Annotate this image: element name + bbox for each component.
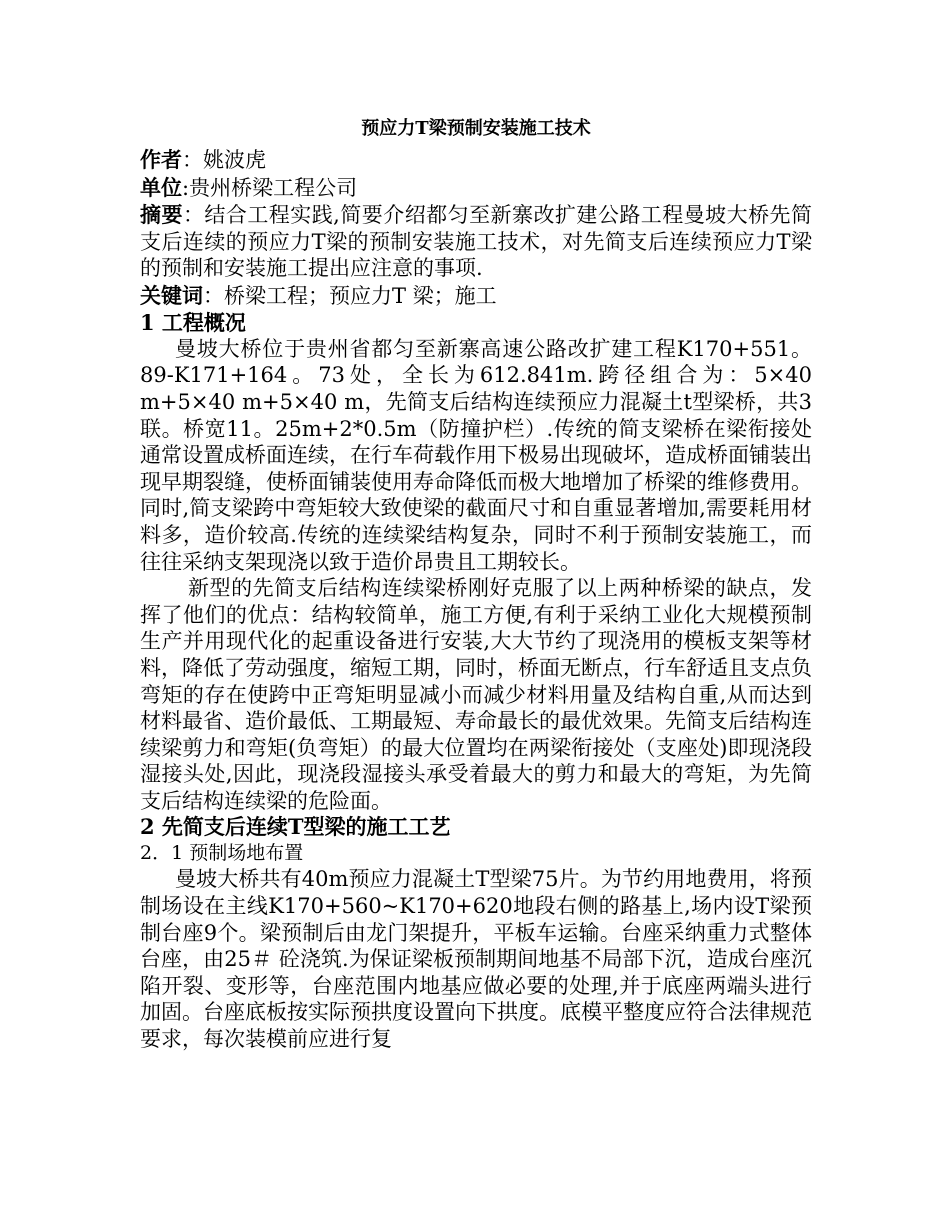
abstract-separator: ：	[182, 203, 205, 227]
abstract-label: 摘要	[140, 202, 183, 227]
unit-name: 贵州桥梁工程公司	[189, 176, 358, 200]
abstract-text: 结合工程实践,简要介绍都匀至新寨改扩建公路工程曼坡大桥先简支后连续的预应力T梁的预制安装施工技术，对先简支后连续预应力T梁的预制和安装施工提出应注意的事项.	[140, 203, 813, 281]
keywords-separator: ：	[203, 283, 224, 308]
section-2-1-paragraph-1: 曼坡大桥共有40m预应力混凝土T型梁75片。为节约用地费用，将预制场设在主线K170+560~K170+620地段右侧的路基上,场内设T梁预制台座9个。梁预制后由龙门架提升，平板车运输。台座采纳重力式整体台座，由25＃ 砼浇筑.为保证梁板预制期间地基不局部下沉，造成台座沉陷开裂、变形等，台座范围内地基应做必要的处理,并于底座两端头进行加固。台座底板按实际预拱度设置向下拱度。底模平整度应符合法律规范要求，每次装模前应进行复	[140, 867, 812, 1052]
section-1-paragraph-1: 曼坡大桥位于贵州省都匀至新寨高速公路改扩建工程K170+551。89-K171+164。73处，全长为612.841m.跨径组合为：5×40 m+5×40 m+5×40 m，先简支后结构连续预应力混凝土t型梁桥，共3联。桥宽11。25m+2*0.5m（防撞护栏）.传统的简支梁桥在梁衔接处通常设置成桥面连续，在行车荷载作用下极易出现破坏，造成桥面铺装出现早期裂缝，使桥面铺装使用寿命降低而极大地增加了桥梁的维修费用。同时,简支梁跨中弯矩较大致使梁的截面尺寸和自重显著增加,需要耗用材料多，造价较高.传统的连续梁结构复杂，同时不利于预制安装施工，而往往采纳支架现浇以致于造价昂贵且工期较长。	[140, 336, 812, 574]
unit-label: 单位	[140, 175, 182, 200]
section-2-heading: 2 先简支后连续T型梁的施工工艺	[140, 814, 451, 840]
document-page	[140, 112, 812, 1053]
keywords-line	[140, 282, 812, 310]
abstract-paragraph	[140, 202, 812, 282]
section-2-1-heading: 2．1 预制场地布置	[140, 842, 304, 865]
author-label: 作者	[140, 147, 182, 172]
section-1-paragraph-2: 新型的先简支后结构连续梁桥刚好克服了以上两种桥梁的缺点，发挥了他们的优点：结构较简单，施工方便,有利于采纳工业化大规模预制生产并用现代化的起重设备进行安装,大大节约了现浇用的模板支架等材料，降低了劳动强度，缩短工期，同时，桥面无断点，行车舒适且支点负弯矩的存在使跨中正弯矩明显减小而减少材料用量及结构自重,从而达到材料最省、造价最低、工期最短、寿命最长的最优效果。先简支后结构连续梁剪力和弯矩(负弯矩）的最大位置均在两梁衔接处（支座处)即现浇段湿接头处,因此，现浇段湿接头承受着最大的剪力和最大的弯矩，为先简支后结构连续梁的危险面。	[140, 576, 812, 813]
keywords-text: 桥梁工程；预应力T 梁；施工	[224, 283, 497, 308]
document-title: 预应力T梁预制安装施工技术	[361, 118, 591, 139]
keywords-label: 关键词	[140, 282, 203, 308]
author-separator: ：	[182, 148, 203, 172]
section-1-heading: 1 工程概况	[140, 309, 246, 335]
unit-separator: :	[182, 176, 190, 200]
unit-line	[140, 174, 812, 202]
author-name: 姚波虎	[203, 148, 266, 172]
author-line	[140, 146, 812, 174]
